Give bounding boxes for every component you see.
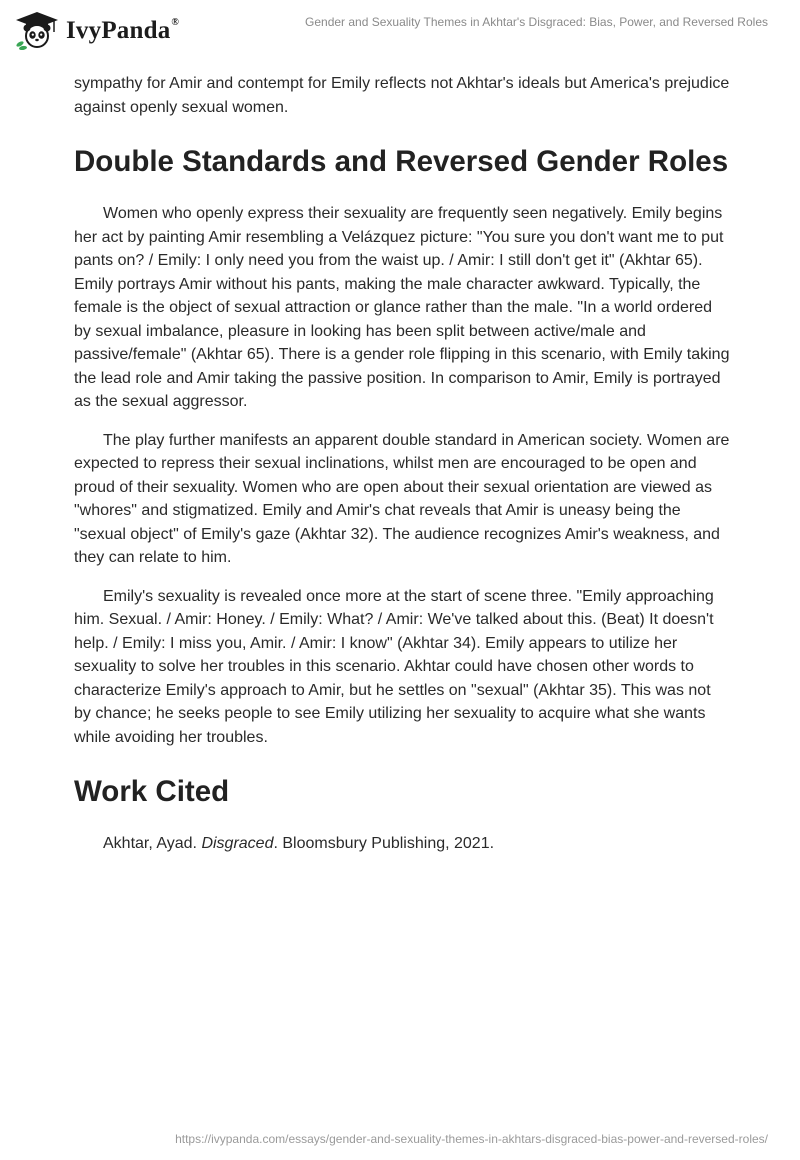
ivypanda-logo[interactable] <box>14 10 179 50</box>
citation-author: Akhtar, Ayad. <box>103 835 202 852</box>
page-header <box>0 0 800 60</box>
panda-graduate-icon <box>14 10 60 50</box>
registered-mark: ® <box>171 16 180 28</box>
citation-publisher: . Bloomsbury Publishing, 2021. <box>273 835 495 852</box>
body-paragraph: Women who openly express their sexuality are frequently seen negatively. Emily begins her act by painting Amir resembling a Velázquez picture: "You sure you don't want me to put pants on? / Emily: I only need you from the waist up. / Amir: I still don't get it" (Akhtar 65). Emily portrays Amir without his pants, making the male character awkward. Typically, the female is the object of sexual attraction or glance rather than the male. "In a world ordered by sexual imbalance, pleasure in looking has been split between active/male and passive/female" (Akhtar 65). There is a gender role flipping in this scenario, with Emily taking the lead role and Amir taking the passive position. In comparison to Amir, Emily is portrayed as the sexual aggressor. <box>74 205 730 410</box>
document-title: Gender and Sexuality Themes in Akhtar's Disgraced: Bias, Power, and Reversed Roles <box>305 15 768 29</box>
citation-title: Disgraced <box>201 835 274 852</box>
source-url[interactable]: https://ivypanda.com/essays/gender-and-sexuality-themes-in-akhtars-disgraced-bias-power-and-reversed-roles/ <box>175 1132 768 1146</box>
body-paragraph: Emily's sexuality is revealed once more at the start of scene three. "Emily approaching him. Sexual. / Amir: Honey. / Emily: What? / Amir: We've talked about this. (Beat) It doesn't help. / Emily: I miss you, Amir. / Amir: I know" (Akhtar 34). Emily appears to utilize her sexuality to solve her troubles in this scenario. Akhtar could have chosen other words to characterize Emily's approach to Amir, but he settles on "sexual" (Akhtar 35). This was not by chance; he seeks people to see Emily utilizing her sexuality to acquire what she wants while avoiding her troubles. <box>74 587 714 746</box>
section-heading-work-cited: Work Cited <box>74 775 230 808</box>
intro-paragraph: sympathy for Amir and contempt for Emily reflects not Akhtar's ideals but America's prejudice against openly sexual women. <box>74 75 730 116</box>
body-paragraph: The play further manifests an apparent double standard in American society. Women are expected to repress their sexual inclinations, whilst men are encouraged to be open and proud of their sexuality. Women who are open about their sexual orientation are viewed as "whores" and stigmatized. Emily and Amir's chat reveals that Amir is uneasy being the "sexual object" of Emily's gaze (Akhtar 32). The audience recognizes Amir's weakness, and they can relate to him. <box>74 431 730 566</box>
section-heading-double-standards: Double Standards and Reversed Gender Roles <box>74 145 729 178</box>
brand-name: IvyPanda® <box>66 16 180 44</box>
essay-content <box>74 72 730 871</box>
citation-entry <box>74 832 730 856</box>
